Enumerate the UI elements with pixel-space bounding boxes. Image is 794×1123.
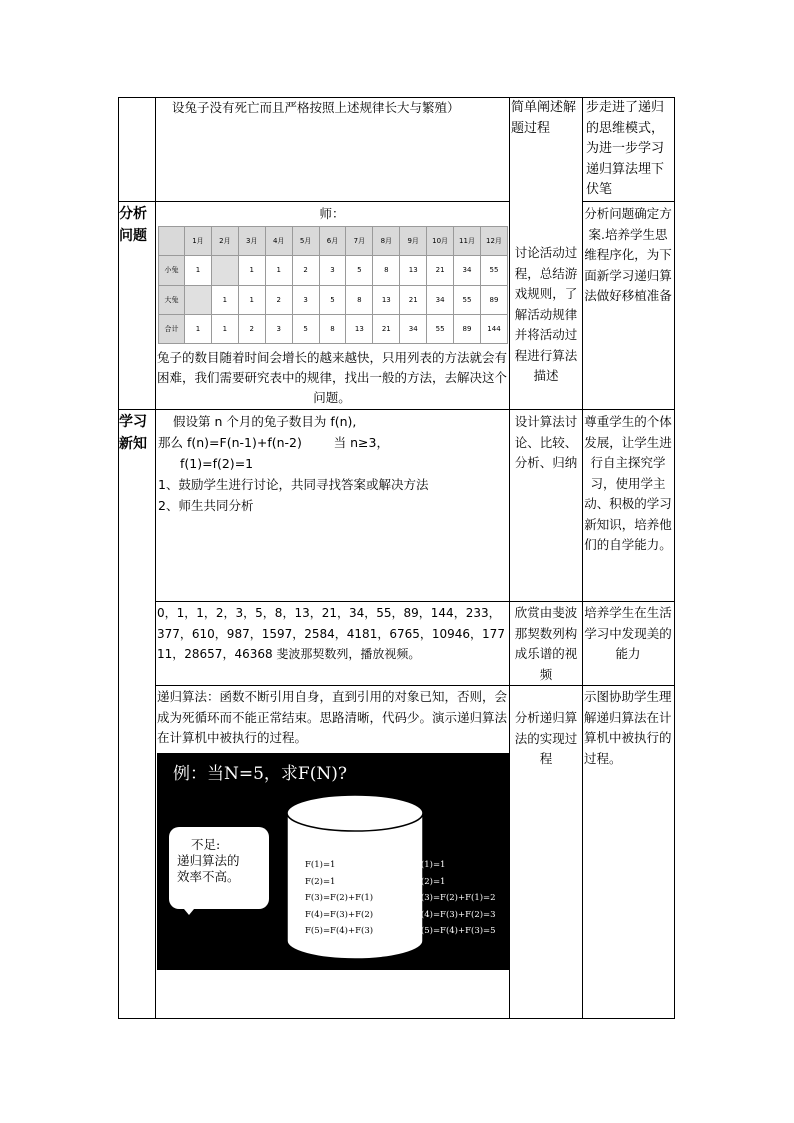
cylinder-step: F(4)=F(3)+F(2) bbox=[305, 909, 374, 920]
month-header: 5月 bbox=[292, 227, 319, 256]
bubble-line: 递归算法的 bbox=[177, 853, 240, 868]
table-cell: 5 bbox=[319, 285, 346, 314]
table-cell: 8 bbox=[373, 256, 400, 285]
row-divider-1 bbox=[118, 201, 510, 202]
row-divider-2 bbox=[118, 409, 675, 410]
row5-design-intent: 示图协助学生理解递归算法在计算机中被执行的过程。 bbox=[584, 689, 672, 766]
table-border-right bbox=[674, 97, 675, 1019]
table-cell: 3 bbox=[265, 314, 292, 343]
month-header: 10月 bbox=[427, 227, 454, 256]
table-cell: 1 bbox=[238, 285, 265, 314]
result-step: F(3)=F(2)+F(1)=2 bbox=[415, 893, 496, 903]
month-header: 11月 bbox=[454, 227, 481, 256]
table-cell: 5 bbox=[292, 314, 319, 343]
row3-line-1: 假设第 n 个月的兔子数目为 f(n), bbox=[173, 414, 357, 429]
table-cell: 5 bbox=[346, 256, 373, 285]
row2-content-after-table: 兔子的数目随着时间会增长的越来越快，只用列表的方法就会有困难，我们需要研究表中的规律，找出一般的方法，去解决这个问题。 bbox=[157, 350, 508, 405]
table-cell: 2 bbox=[265, 285, 292, 314]
row3-line-3: f(1)=f(2)=1 bbox=[180, 456, 254, 471]
table-cell: 3 bbox=[319, 256, 346, 285]
cylinder-step: F(2)=1 bbox=[305, 876, 336, 887]
row2-label: 分析问题 bbox=[119, 206, 147, 244]
table-cell: 21 bbox=[427, 256, 454, 285]
table-row bbox=[159, 285, 508, 314]
row2-student-activity: 讨论活动过程，总结游戏规则，了解活动规律并将活动过程进行算法描述 bbox=[514, 245, 578, 383]
row3-student-activity: 设计算法讨论、比较、分析、归纳 bbox=[514, 414, 578, 470]
recursion-description: 递归算法：函数不断引用自身，直到引用的对象已知，否则，会成为死循环而不能正常结束。思路清晰，代码少。演示递归算法在计算机中被执行的过程。 bbox=[157, 689, 508, 745]
table-divider-2 bbox=[509, 97, 510, 1019]
table-cell: 89 bbox=[454, 314, 481, 343]
row-divider-1b bbox=[582, 201, 675, 202]
teacher-label: 师： bbox=[319, 206, 345, 221]
table-cell: 13 bbox=[400, 256, 427, 285]
month-header: 8月 bbox=[373, 227, 400, 256]
cylinder-step: F(3)=F(2)+F(1) bbox=[305, 893, 374, 903]
month-header: 12月 bbox=[480, 227, 507, 256]
row-divider-4 bbox=[155, 685, 675, 686]
row-label: 小兔 bbox=[159, 256, 185, 285]
row3-line-4: 1、鼓励学生进行讨论，共同寻找答案或解决方法 bbox=[158, 477, 429, 492]
row1-content: 设兔子没有死亡而且严格按照上述规律长大与繁殖） bbox=[172, 100, 460, 115]
month-header: 7月 bbox=[346, 227, 373, 256]
table-cell: 2 bbox=[292, 256, 319, 285]
table-cell: 55 bbox=[427, 314, 454, 343]
cylinder-step: F(5)=F(4)+F(3) bbox=[305, 926, 374, 936]
fibonacci-sequence-text: 0，1，1，2，3，5，8，13，21，34，55，89，144，233，377，610，987，1597，2584，4181，6765，10946，17711，28657，46368 斐波那契数列，播放视频。 bbox=[157, 606, 505, 661]
row3-label: 学习新知 bbox=[119, 414, 147, 452]
table-cell: 144 bbox=[480, 314, 507, 343]
rabbit-growth-table bbox=[158, 226, 508, 344]
result-step: F(4)=F(3)+F(2)=3 bbox=[415, 909, 496, 920]
row-label: 大兔 bbox=[159, 285, 185, 314]
corner-cell bbox=[159, 227, 185, 256]
row3-line-5: 2、师生共同分析 bbox=[158, 498, 254, 513]
month-header: 2月 bbox=[211, 227, 238, 256]
cylinder-steps bbox=[305, 857, 373, 940]
row3-design-intent: 尊重学生的个体发展，让学生进行自主探究学习，使用学主动、积极的学习新知识，培养他们的自学能力。 bbox=[584, 414, 672, 552]
month-header: 1月 bbox=[185, 227, 212, 256]
table-cell: 2 bbox=[238, 314, 265, 343]
table-row bbox=[159, 256, 508, 285]
table-cell: 13 bbox=[373, 285, 400, 314]
result-step: F(2)=1 bbox=[415, 876, 446, 887]
table-cell: 1 bbox=[238, 256, 265, 285]
row4-design-intent: 培养学生在生活学习中发现美的能力 bbox=[584, 605, 672, 661]
row2-design-intent: 分析问题确定方案.培养学生思维程序化，为下面新学习递归算法做好移植准备 bbox=[584, 206, 672, 303]
table-cell: 21 bbox=[373, 314, 400, 343]
table-cell bbox=[185, 285, 212, 314]
result-step: F(5)=F(4)+F(3)=5 bbox=[415, 926, 496, 936]
table-cell: 13 bbox=[346, 314, 373, 343]
table-cell bbox=[211, 256, 238, 285]
bubble-line: 不足: bbox=[191, 837, 221, 852]
bubble-line: 效率不高。 bbox=[177, 869, 240, 884]
row-divider-3 bbox=[155, 601, 675, 602]
table-cell: 8 bbox=[346, 285, 373, 314]
row1-student-activity: 简单阐述解题过程 bbox=[511, 100, 577, 136]
table-cell: 34 bbox=[454, 256, 481, 285]
month-header: 4月 bbox=[265, 227, 292, 256]
table-cell: 3 bbox=[292, 285, 319, 314]
month-header: 6月 bbox=[319, 227, 346, 256]
table-cell: 21 bbox=[400, 285, 427, 314]
row3-line-2: 那么 f(n)=F(n-1)+f(n-2) 当 n≥3， bbox=[158, 435, 389, 450]
month-header: 9月 bbox=[400, 227, 427, 256]
table-divider-1 bbox=[155, 97, 156, 1019]
table-cell: 55 bbox=[480, 256, 507, 285]
table-row bbox=[159, 314, 508, 343]
table-cell: 34 bbox=[427, 285, 454, 314]
row-label: 合计 bbox=[159, 314, 185, 343]
example-title: 例：当N=5，求F(N)? bbox=[173, 764, 347, 784]
month-header-row bbox=[159, 227, 508, 256]
table-cell: 1 bbox=[211, 285, 238, 314]
table-cell: 34 bbox=[400, 314, 427, 343]
table-cell: 1 bbox=[211, 314, 238, 343]
table-cell: 55 bbox=[454, 285, 481, 314]
table-cell: 1 bbox=[265, 256, 292, 285]
row5-student-activity: 分析递归算法的实现过程 bbox=[514, 710, 578, 766]
row1-design-intent: 步走进了递归的思维模式，为进一步学习递归算法埋下伏笔 bbox=[586, 100, 665, 197]
month-header: 3月 bbox=[238, 227, 265, 256]
table-divider-3 bbox=[582, 97, 583, 1019]
table-cell: 8 bbox=[319, 314, 346, 343]
cylinder-step: F(1)=1 bbox=[305, 860, 336, 870]
table-cell: 1 bbox=[185, 314, 212, 343]
table-cell: 1 bbox=[185, 256, 212, 285]
row4-student-activity: 欣赏由斐波那契数列构成乐谱的视频 bbox=[514, 605, 578, 682]
result-steps bbox=[415, 857, 496, 940]
table-border-bottom bbox=[118, 1018, 675, 1019]
recursion-illustration bbox=[157, 753, 509, 970]
result-step: F(1)=1 bbox=[415, 860, 446, 870]
table-cell: 89 bbox=[480, 285, 507, 314]
